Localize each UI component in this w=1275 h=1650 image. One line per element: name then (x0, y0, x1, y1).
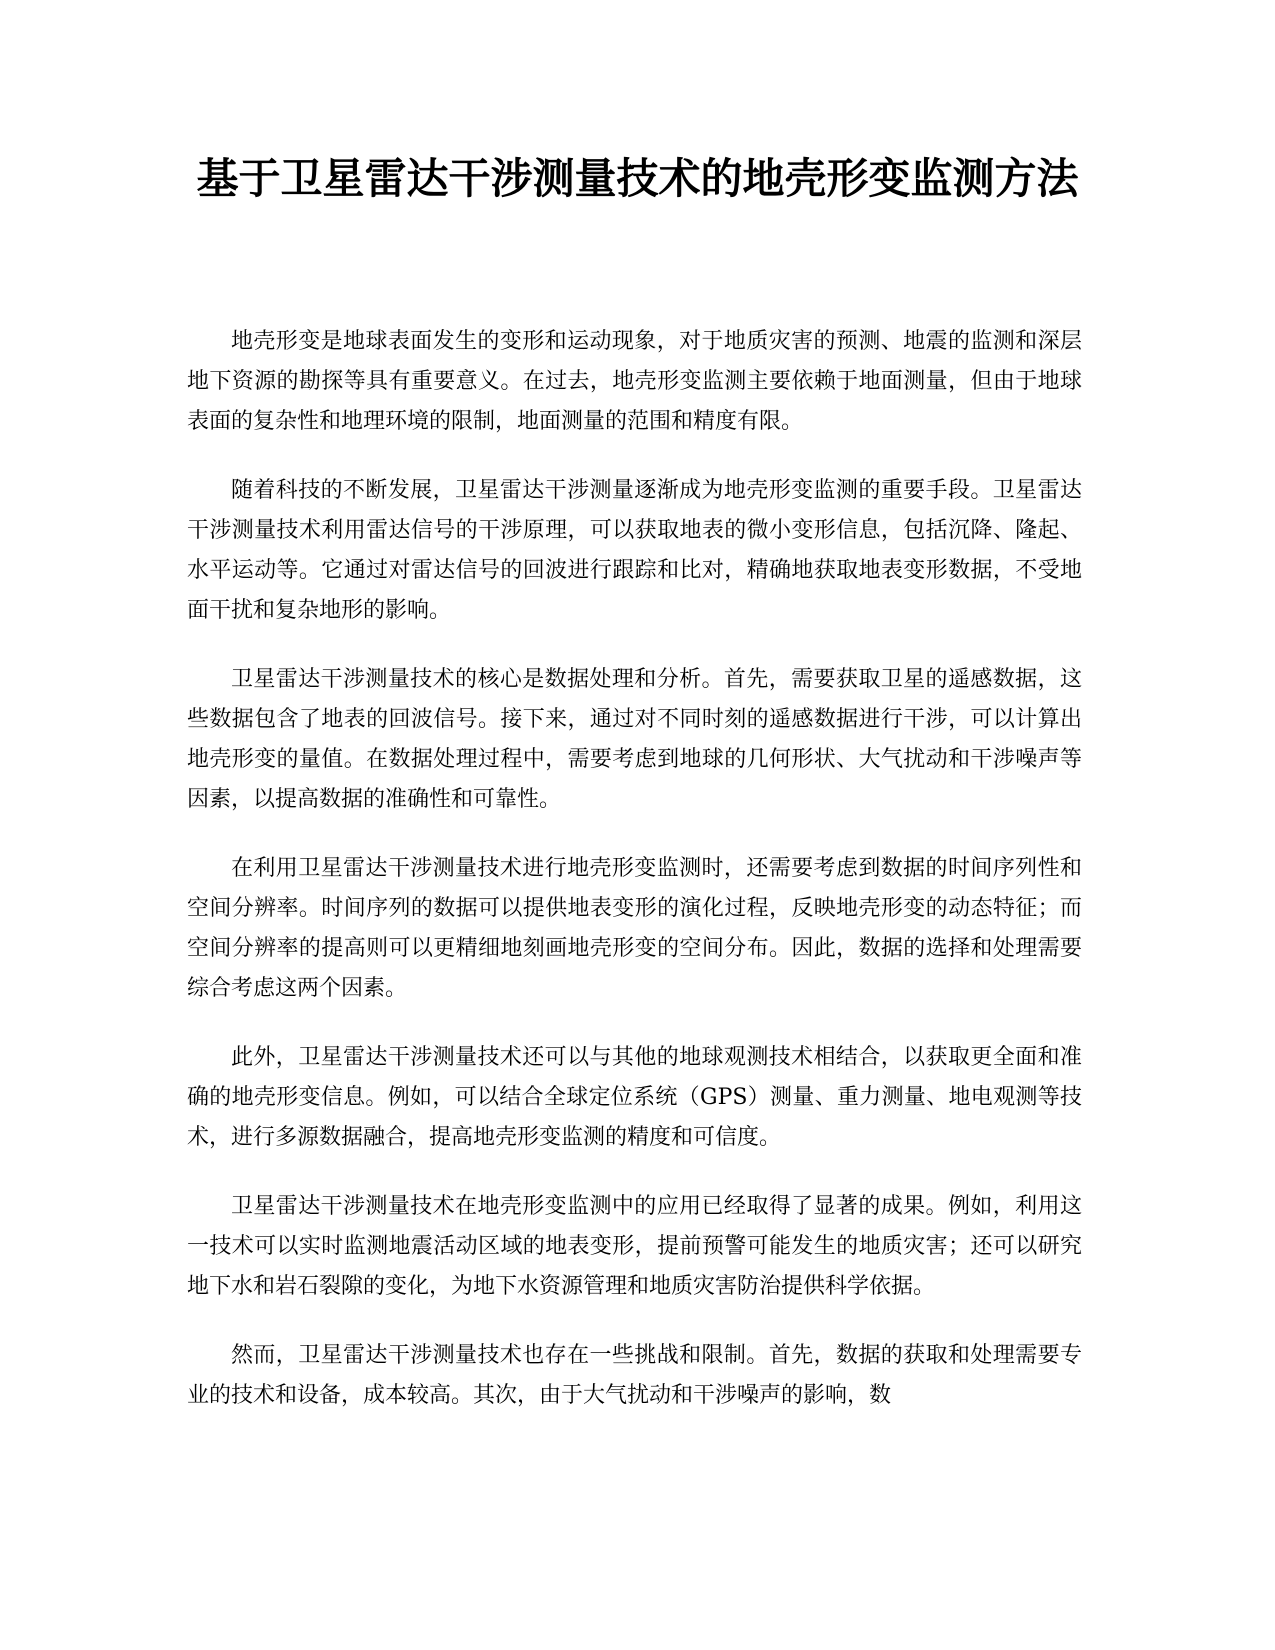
document-title: 基于卫星雷达干涉测量技术的地壳形变监测方法 (196, 154, 1079, 203)
document-body (187, 322, 1082, 1445)
paragraph: 此外，卫星雷达干涉测量技术还可以与其他的地球观测技术相结合，以获取更全面和准确的地壳形变信息。例如，可以结合全球定位系统（GPS）测量、重力测量、地电观测等技术，进行多源数据融合，提高地壳形变监测的精度和可信度。 (187, 1045, 1082, 1150)
paragraph: 然而，卫星雷达干涉测量技术也存在一些挑战和限制。首先，数据的获取和处理需要专业的技术和设备，成本较高。其次，由于大气扰动和干涉噪声的影响，数 (187, 1343, 1082, 1408)
paragraph: 地壳形变是地球表面发生的变形和运动现象，对于地质灾害的预测、地震的监测和深层地下资源的勘探等具有重要意义。在过去，地壳形变监测主要依赖于地面测量，但由于地球表面的复杂性和地理环境的限制，地面测量的范围和精度有限。 (187, 329, 1082, 434)
paragraph: 卫星雷达干涉测量技术在地壳形变监测中的应用已经取得了显著的成果。例如，利用这一技术可以实时监测地震活动区域的地表变形，提前预警可能发生的地质灾害；还可以研究地下水和岩石裂隙的变化，为地下水资源管理和地质灾害防治提供科学依据。 (187, 1194, 1082, 1299)
paragraph: 随着科技的不断发展，卫星雷达干涉测量逐渐成为地壳形变监测的重要手段。卫星雷达干涉测量技术利用雷达信号的干涉原理，可以获取地表的微小变形信息，包括沉降、隆起、水平运动等。它通过对雷达信号的回波进行跟踪和比对，精确地获取地表变形数据，不受地面干扰和复杂地形的影响。 (187, 478, 1082, 623)
paragraph: 在利用卫星雷达干涉测量技术进行地壳形变监测时，还需要考虑到数据的时间序列性和空间分辨率。时间序列的数据可以提供地表变形的演化过程，反映地壳形变的动态特征；而空间分辨率的提高则可以更精细地刻画地壳形变的空间分布。因此，数据的选择和处理需要综合考虑这两个因素。 (187, 856, 1082, 1001)
paragraph: 卫星雷达干涉测量技术的核心是数据处理和分析。首先，需要获取卫星的遥感数据，这些数据包含了地表的回波信号。接下来，通过对不同时刻的遥感数据进行干涉，可以计算出地壳形变的量值。在数据处理过程中，需要考虑到地球的几何形状、大气扰动和干涉噪声等因素，以提高数据的准确性和可靠性。 (187, 667, 1082, 812)
